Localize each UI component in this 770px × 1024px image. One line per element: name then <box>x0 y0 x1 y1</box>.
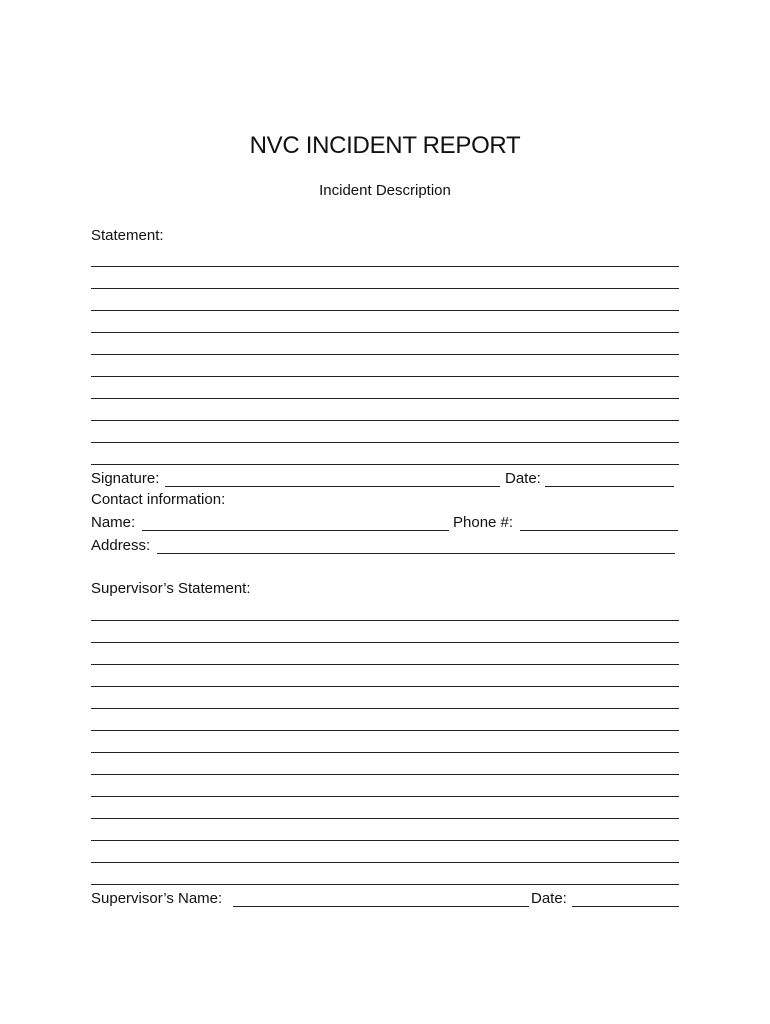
contact-information-label: Contact information: <box>91 491 226 508</box>
date-label: Date: <box>505 470 541 487</box>
page-title: NVC INCIDENT REPORT <box>249 132 521 159</box>
name-label: Name: <box>91 514 136 531</box>
statement-blank-line[interactable] <box>91 332 679 333</box>
supervisor-statement-blank-line[interactable] <box>91 884 679 885</box>
supervisor-statement-blank-line[interactable] <box>91 620 679 621</box>
statement-blank-line[interactable] <box>91 420 679 421</box>
name-field[interactable] <box>142 530 449 531</box>
supervisor-statement-blank-line[interactable] <box>91 774 679 775</box>
supervisor-statement-blank-line[interactable] <box>91 752 679 753</box>
statement-blank-line[interactable] <box>91 266 679 267</box>
supervisor-name-label: Supervisor’s Name: <box>91 890 223 907</box>
statement-blank-line[interactable] <box>91 442 679 443</box>
supervisor-date-label: Date: <box>531 890 567 907</box>
supervisor-statement-blank-line[interactable] <box>91 664 679 665</box>
statement-blank-line[interactable] <box>91 310 679 311</box>
statement-blank-line[interactable] <box>91 376 679 377</box>
supervisor-statement-blank-line[interactable] <box>91 818 679 819</box>
supervisor-statement-blank-line[interactable] <box>91 796 679 797</box>
date-field[interactable] <box>545 486 674 487</box>
supervisor-statement-blank-line[interactable] <box>91 862 679 863</box>
supervisor-statement-blank-line[interactable] <box>91 686 679 687</box>
statement-blank-line[interactable] <box>91 354 679 355</box>
statement-label: Statement: <box>91 227 164 244</box>
supervisor-statement-blank-line[interactable] <box>91 642 679 643</box>
supervisor-name-field[interactable] <box>233 906 529 907</box>
signature-label: Signature: <box>91 470 160 487</box>
page-subtitle: Incident Description <box>319 182 451 199</box>
phone-label: Phone #: <box>453 514 514 531</box>
address-label: Address: <box>91 537 151 554</box>
supervisor-date-field[interactable] <box>572 906 679 907</box>
supervisor-statement-blank-line[interactable] <box>91 708 679 709</box>
address-field[interactable] <box>157 553 675 554</box>
supervisor-statement-blank-line[interactable] <box>91 840 679 841</box>
phone-field[interactable] <box>520 530 678 531</box>
supervisor-statement-blank-line[interactable] <box>91 730 679 731</box>
statement-blank-line[interactable] <box>91 398 679 399</box>
statement-blank-line[interactable] <box>91 288 679 289</box>
supervisor-statement-label: Supervisor’s Statement: <box>91 580 251 597</box>
signature-field[interactable] <box>165 486 500 487</box>
statement-blank-line[interactable] <box>91 464 679 465</box>
